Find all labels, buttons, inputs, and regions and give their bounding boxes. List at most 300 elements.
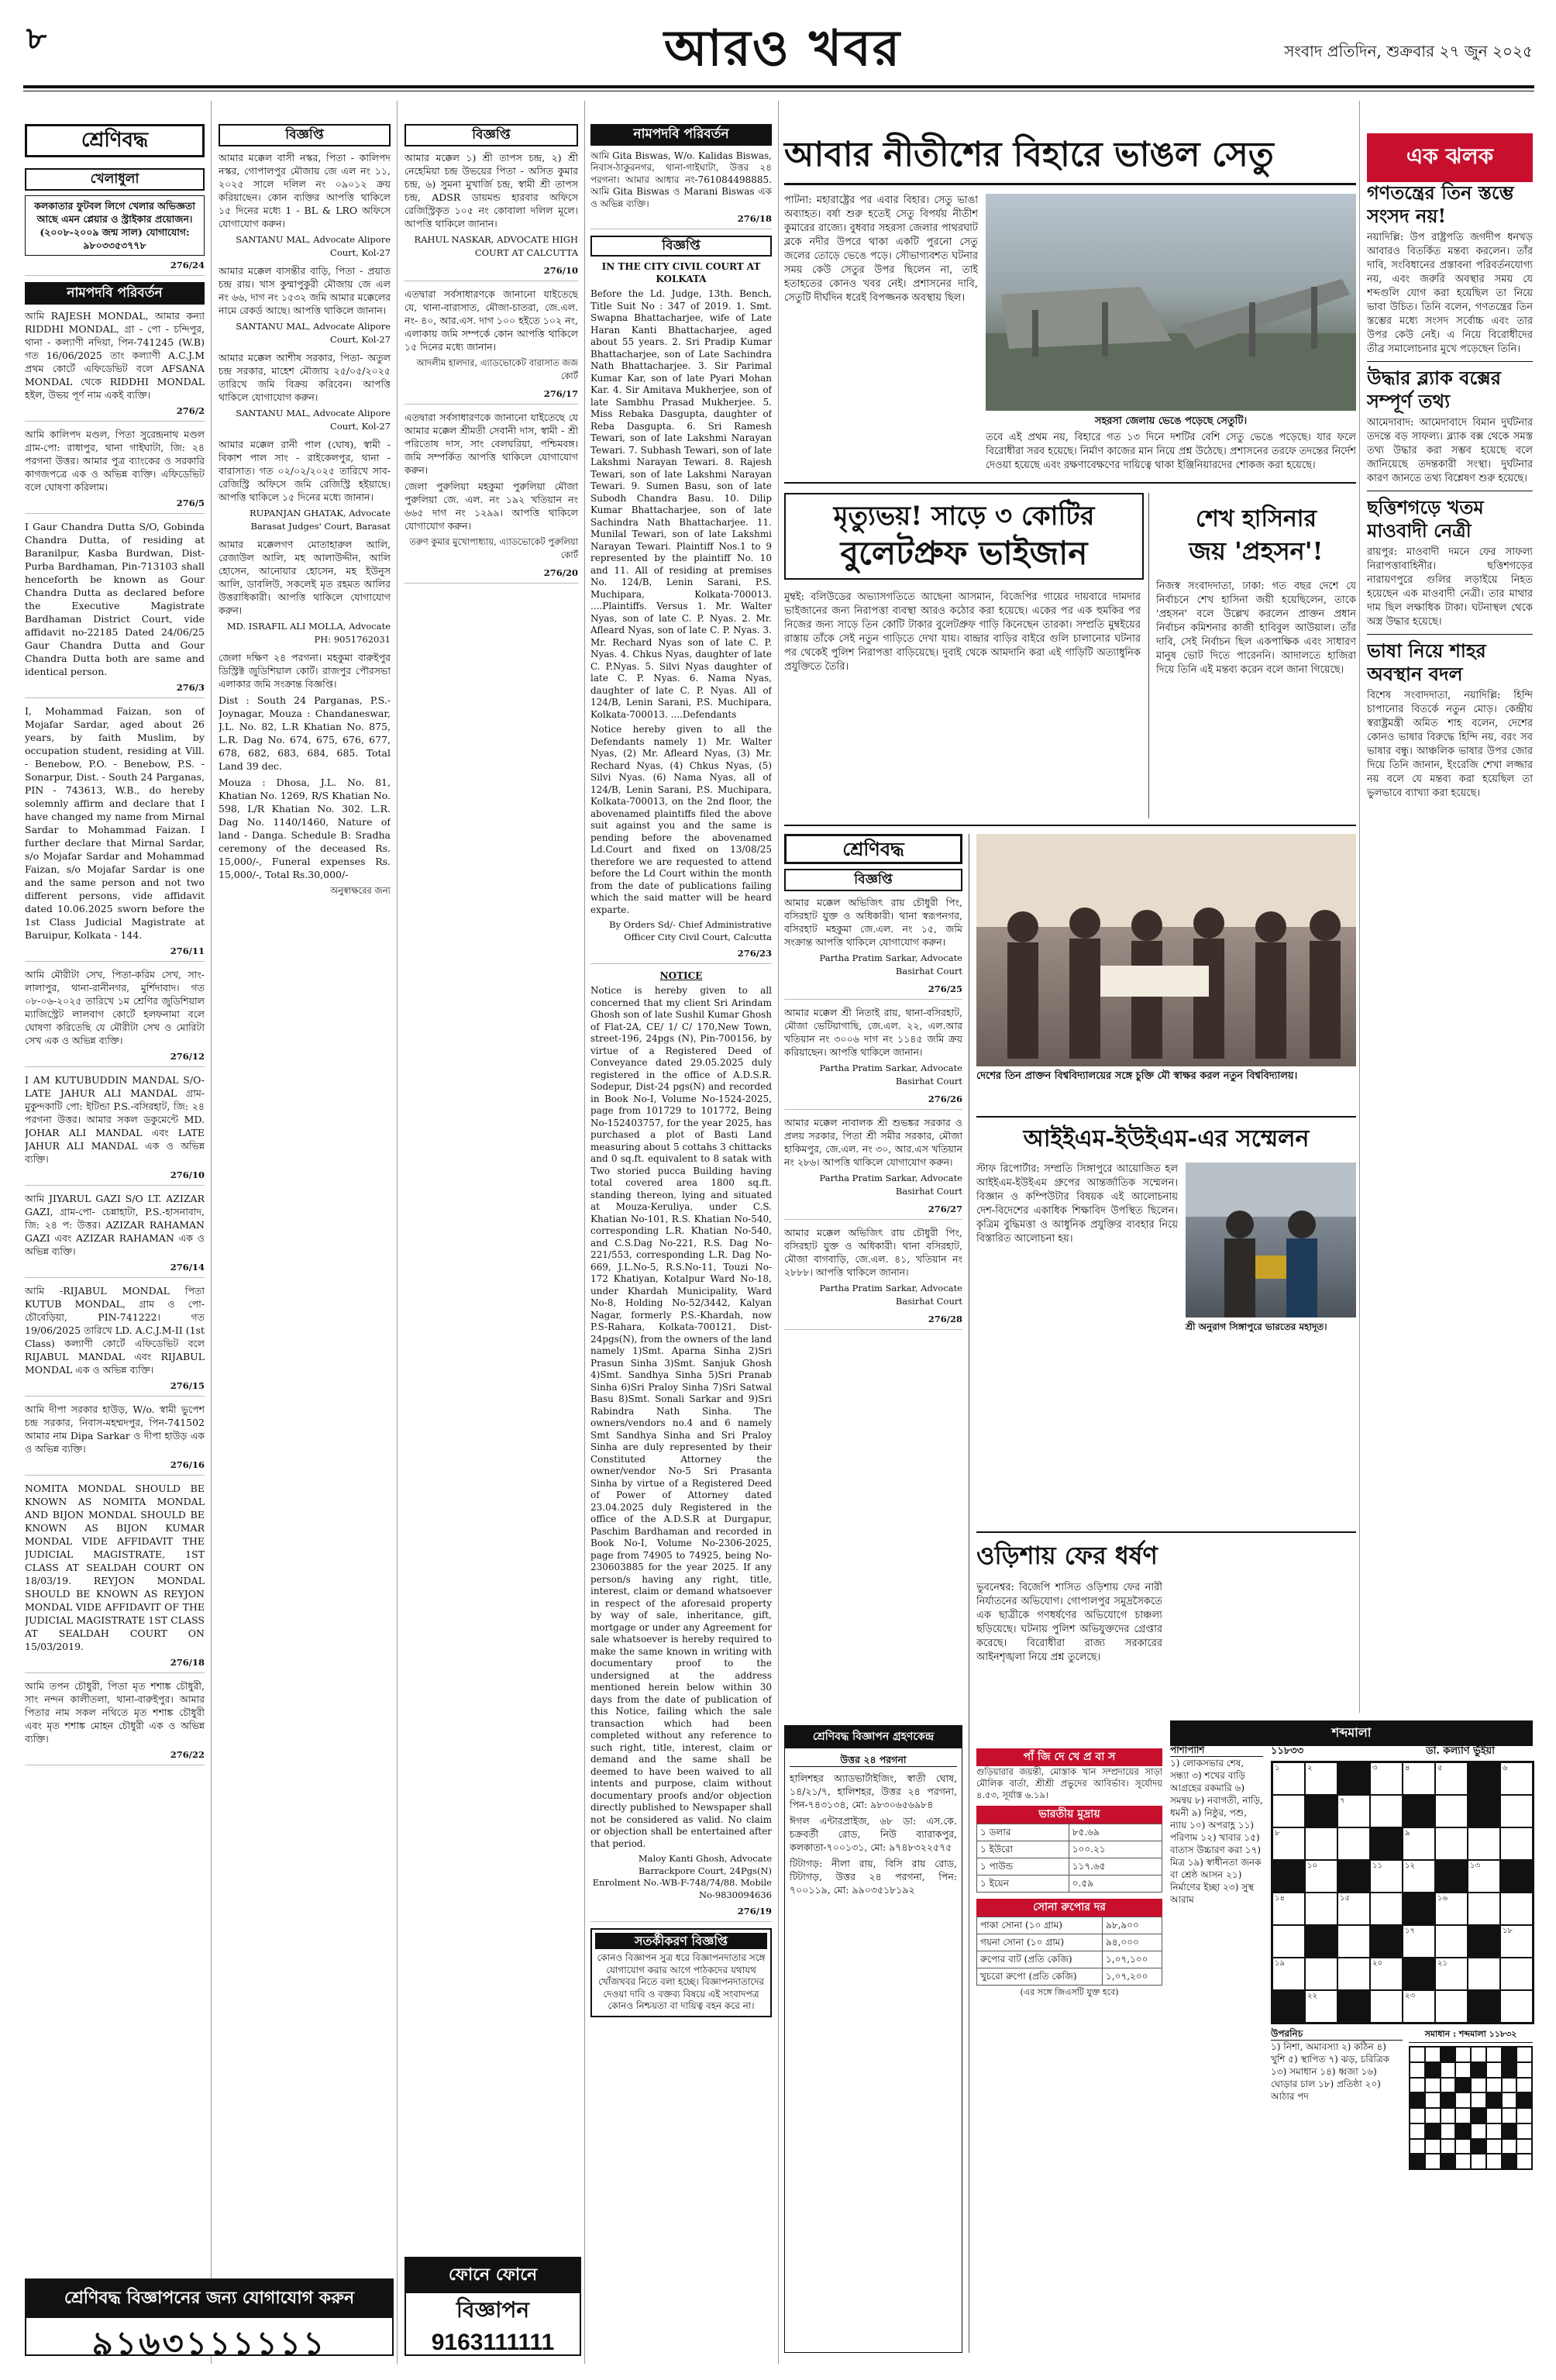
solution-cell-black <box>1410 2154 1425 2169</box>
list-item: NOMITA MONDAL SHOULD BE KNOWN AS NOMITA MONDAL AND BIJON MONDAL SHOULD BE KNOWN AS BIJON KUMAR MONDAL VIDE AFFIDAVIT THE JUDICIAL MAGISTRATE, 1ST CLASS AT SEALDAH COURT ON 18/03/19. REYJON MONDAL SHOULD BE KNOWN AS REYJON MONDAL VIDE AFFIDAVIT OF THE JUDICIAL MAGISTRATE 1ST CLASS AT SEALDAH COURT ON 15/03/2019. <box>25 1483 205 1652</box>
ad-code: 276/2 <box>25 405 205 422</box>
ad-collection-box <box>784 1725 962 2353</box>
grid-cell[interactable]: ৩ <box>1370 1762 1403 1795</box>
solution-cell <box>1471 2154 1486 2169</box>
classified-heading: শ্রেণিবদ্ধ <box>25 124 205 157</box>
iiem-text: স্টাফ রিপোর্টার: সম্প্রতি সিঙ্গাপুরে আয়োজিত হল আইইএম-ইউইএম গ্রুপের আন্তর্জাতিক সম্মেলন। বিজ্ঞান ও কম্পিউটার বিষয়ক এই আলোচনায় দেশ-বিদেশের একাধিক শিক্ষাবিদ উপস্থিত ছিলেন। কৃত্রিম বুদ্ধিমত্তা ও আধুনিক প্রযুক্তির ব্যবহার নিয়ে বিস্তারিত আলোচনা হয়। <box>976 1163 1178 1245</box>
brief-headline: উদ্ধার ব্ল্যাক বক্সের সম্পূর্ণ তথ্য <box>1367 367 1501 412</box>
solution-heading: সমাধান : শব্দমালা ১১৮৩২ <box>1409 2027 1533 2043</box>
grid-cell[interactable] <box>1468 1827 1500 1860</box>
solution-cell <box>1516 2123 1532 2139</box>
classified-column-1 <box>25 124 205 2309</box>
grid-cell[interactable]: ২৩ <box>1403 1990 1435 2023</box>
odisha-text: ভুবনেশ্বর: বিজেপি শাসিত ওড়িশায় ফের নারী নির্যাতনের অভিযোগ। গোপালপুর সমুদ্রসৈকতে এক ছাত্রীকে গণধর্ষণের অভিযোগে চাঞ্চল্য ছড়িয়েছে। ঘটনায় পুলিশ অভিযুক্তদের গ্রেপ্তার করেছে। বিরোধীরা রাজ্য সরকারের আইনশৃঙ্খলা নিয়ে প্রশ্ন তুলেছে। <box>976 1582 1162 1663</box>
table-row <box>977 1841 1162 1858</box>
ad-code: 276/22 <box>25 1748 205 1765</box>
grid-cell[interactable]: ১৩ <box>1468 1860 1500 1893</box>
solution-cell-black <box>1410 2092 1425 2108</box>
solution-cell <box>1410 2123 1425 2139</box>
hasina-story-text <box>1156 580 1356 820</box>
ad-code: 276/23 <box>590 948 772 964</box>
solution-cell <box>1441 2108 1456 2123</box>
yunus-headline-1: মৃত্যুভয়! সাড়ে ৩ কোটির <box>833 501 1095 532</box>
grid-cell[interactable] <box>1435 1990 1468 2023</box>
classified-heading-2: শ্রেণিবদ্ধ <box>784 834 962 864</box>
advocate-signature: অনুস্বাক্ষরের জন্য <box>330 885 391 896</box>
solution-cell <box>1516 2062 1532 2078</box>
grid-cell[interactable] <box>1370 1795 1403 1827</box>
solution-cell <box>1441 2062 1456 2078</box>
ad-code: 276/17 <box>404 387 578 405</box>
solution-cell-black <box>1425 2062 1441 2078</box>
yunus-headline <box>784 493 1144 580</box>
solution-cell <box>1441 2123 1456 2139</box>
bridge-text-2: তবে এই প্রথম নয়, বিহারে গত ১৩ দিনে দশটির বেশি সেতু ভেঙে পড়েছে। যার ফলে বিরোধীরা সরব হয়েছে। নির্মাণ কাজের মান নিয়ে প্রশ্ন উঠেছে। প্রশাসনের তরফে তদন্তের নির্দেশ দেওয়া হয়েছে এবং রক্ষণাবেক্ষণের দায়িত্বে থাকা ইঞ্জিনিয়ারদের শোকজ করা হয়েছে। <box>986 432 1356 471</box>
solution-cell-black <box>1502 2047 1517 2062</box>
table-row <box>977 1968 1162 1986</box>
list-item: আমার মক্কেল বাসন্তীর বাড়ি, পিতা - প্রয়াত চন্দ্র রায়। খাস কুম্মাপুকুরী মৌজায় জে এল নং ৬৬, দাগ নং ১৫৩২ জমি আমার মক্কেলের নামে রেকর্ড আছে। আপত্তি থাকিলে জানান। <box>219 265 391 316</box>
dateline: সংবাদ প্রতিদিন, শুক্রবার ২৭ জুন ২০২৫ <box>1284 42 1533 60</box>
hasina-text: নিজস্ব সংবাদদাতা, ঢাকা: গত বছর দেশে যে নির্বাচনে শেখ হাসিনা জয়ী হয়েছিলেন, তাকে 'প্রহসন' বলে উল্লেখ করলেন প্রাক্তন প্রধান নির্বাচন কমিশনার কাজী হাবিবুল আউয়াল। তাঁর দাবি, সেই নির্বাচন ছিল একপাক্ষিক এবং সাধারণ মানুষ ভোট দিতে পারেননি। আদালতে হাজিরা দিয়ে তিনি এই মন্তব্য করেন বলে জানা গিয়েছে। <box>1156 580 1356 676</box>
ceremony-caption: দেশের তিন প্রাক্তন বিশ্ববিদ্যালয়ের সঙ্গে চুক্তি মৌ স্বাক্ষর করল নতুন বিশ্ববিদ্যালয়। <box>976 1070 1298 1082</box>
grid-cell-black <box>1337 1762 1370 1795</box>
ad-code: 276/18 <box>25 1656 205 1673</box>
ad-code: 276/27 <box>784 1203 962 1220</box>
currency-heading: ভারতীয় মুদ্রায় <box>976 1806 1162 1824</box>
ad-code: 276/24 <box>25 259 205 276</box>
grid-cell[interactable]: ২০ <box>1370 1958 1403 1990</box>
grid-cell[interactable]: ২১ <box>1435 1958 1468 1990</box>
solution-cell-black <box>1471 2062 1486 2078</box>
table-row <box>977 1934 1162 1951</box>
name-change-heading: নামপদবি পরিবর্তন <box>25 282 205 305</box>
ceremony-photo <box>976 834 1356 1066</box>
table-row <box>977 1875 1162 1893</box>
grid-cell[interactable]: ৪ <box>1403 1762 1435 1795</box>
grid-cell[interactable]: ৫ <box>1435 1762 1468 1795</box>
ad-code: 276/20 <box>404 567 578 584</box>
grid-cell[interactable] <box>1272 1795 1305 1827</box>
grid-cell[interactable]: ৮ <box>1272 1827 1305 1860</box>
bridge-story-text <box>784 194 978 473</box>
solution-cell <box>1471 2123 1486 2139</box>
solution-cell <box>1516 2108 1532 2123</box>
award-photo-illustration <box>1186 1162 1356 1317</box>
list-item: জেলা পুরুলিয়া মহকুমা পুরুলিয়া মৌজা পুরুলিয়া জে. এল. নং ১৯২ খতিয়ান নং ৬৬৫ দাগ নং ১২৯৯। আপত্তি থাকিলে যোগাযোগ করুন। <box>404 480 578 532</box>
list-item: আমি Gita Biswas, W/o. Kalidas Biswas, নিবাস-ঠাকুরনগর, থানা-গাইঘাটা, উত্তর ২৪ পরগনা। আমার আধার নং-761084498885. আমি Gita Biswas ও Marani Biswas এক ও অভিন্ন ব্যক্তি। <box>590 150 772 209</box>
grid-cell[interactable] <box>1468 1958 1500 1990</box>
bridge-headline: আবার নীতীশের বিহারে ভাঙল সেতু <box>784 133 1356 185</box>
currency-table <box>976 1824 1162 1893</box>
brief-headline: গণতন্ত্রের তিন স্তম্ভে সংসদ নয়! <box>1367 181 1514 227</box>
grid-cell-black <box>1337 1990 1370 2023</box>
solution-cell <box>1425 2078 1441 2093</box>
solution-cell <box>1502 2139 1517 2154</box>
solution-cell <box>1486 2078 1502 2093</box>
bridge-caption: সহরসা জেলায় ভেঙে পড়েছে সেতুটি। <box>1094 415 1248 427</box>
grid-cell[interactable]: ১২ <box>1403 1860 1435 1893</box>
classified-footer-banner <box>25 2278 394 2362</box>
ad-code: 276/10 <box>25 1169 205 1186</box>
solution-cell-black <box>1502 2154 1517 2169</box>
grid-cell[interactable]: ১৭ <box>1403 1925 1435 1958</box>
solution-cell <box>1455 2154 1471 2169</box>
advocate-signature: Partha Pratim Sarkar, Advocate Basirhat Court <box>819 1063 962 1087</box>
gold-heading: সোনা রুপোর দর <box>976 1899 1162 1917</box>
court-text-2: Notice hereby given to all the Defendants namely 1) Mr. Walter Nyas, (2) Mr. Afleard Nyas, (3) Mr. Rechard Nyas, (4) Chkus Nyas, (5) Silvi Nyas. (6) Nama Nyas, all of 124/B, Lenin Sarani, P.S. Muchipara, Kolkata-700013, on the 2nd floor, the abovenamed plaintiffs filed the above suit against you and the same is pending before the abovenamed Ld.Court and fixed on 13/08/25 therefore we are requested to attend before the Ld Court within the month from the date of publications failing which the said matter will be heard exparte. <box>590 724 772 915</box>
advocate-signature: Partha Pratim Sarkar, Advocate Basirhat Court <box>819 952 962 976</box>
advocate-signature: MD. ISRAFIL ALI MOLLA, Advocate PH: 9051762031 <box>226 621 391 645</box>
grid-cell[interactable] <box>1370 1990 1403 2023</box>
advocate-signature: SANTANU MAL, Advocate Alipore Court, Kol-27 <box>236 408 391 432</box>
grid-cell-black <box>1305 1795 1337 1827</box>
ad-code: 276/19 <box>590 1906 772 1922</box>
panjika-heading: পাঁ জি দে খে প্র বা স <box>976 1748 1162 1766</box>
ad-code: 276/14 <box>25 1261 205 1278</box>
solution-cell <box>1516 2154 1532 2169</box>
yunus-headline-2: বুলেটপ্রুফ ভাইজান <box>840 534 1088 572</box>
list-item: আমি JIYARUL GAZI S/O LT. AZIZAR GAZI, গ্রাম-পো- চেন্নাহাটা, P.S.-হাসনাবাদ, জি: ২৪ প: উত্তর। AZIZAR RAHAMAN GAZI এবং AZIZAR RAHAMAN এক ও অভিন্ন ব্যক্তি। <box>25 1193 205 1257</box>
grid-cell-black <box>1403 1958 1435 1990</box>
solution-cell <box>1455 2092 1471 2108</box>
grid-cell[interactable] <box>1305 1827 1337 1860</box>
table-row <box>977 1917 1162 1934</box>
currency-value: ১০০.২১ <box>1069 1841 1162 1858</box>
currency-value: ১১৭.৬৫ <box>1069 1858 1162 1875</box>
grid-cell[interactable] <box>1500 1958 1533 1990</box>
solution-cell <box>1486 2139 1502 2154</box>
ad-code: 276/12 <box>25 1050 205 1067</box>
solution-cell <box>1441 2139 1456 2154</box>
list-item: আমার মক্কেল বাসী নস্কর, পিতা - কালিপদ নস্কর, গোপালপুর মৌজায় জে এল নং ১১, ২০২৫ সালে দলিল নং ০৯০১২ ক্রয় করিয়াছেন। কোন ব্যক্তির আপত্তি থাকিলে ১৫ দিনের মধ্যে 1 - BL & LRO অফিসে যোগাযোগ করুন। <box>219 152 391 229</box>
sports-ad: কলকাতার ফুটবল লিগে খেলার অভিজ্ঞতা আছে এমন প্লেয়ার ও স্ট্রাইকার প্রয়োজন। (২০০৮-২০০৯ জন্ম সাল) যোগাযোগ: ৯৮০৩৩৫৩৭৭৮ <box>25 195 205 256</box>
grid-cell-black <box>1403 1795 1435 1827</box>
brief-text: আমেদাবাদ: আমেদাবাদে বিমান দুর্ঘটনার তদন্তে বড় সাফল্য। ব্ল্যাক বক্স থেকে সমস্ত তথ্য উদ্ধার করা সম্ভব হয়েছে বলে জানিয়েছে তদন্তকারী সংস্থা। দুর্ঘটনার কারণ জানতে তথ্য বিশ্লেষণ শুরু হয়েছে। <box>1367 417 1533 484</box>
list-item: I Gaur Chandra Dutta S/O, Gobinda Chandra Dutta, of residing at Baranilpur, Kasba Burdwan, Dist- Purba Bardhaman, Pin-713103 shall henceforth be known as Gour Chandra Dutta as declared before the Executive Magistrate Bardhaman District Court, vide affidavit no-22185 Dated 24/06/25 Gaur Chandra Dutta and Gour Chandra Dutta both are same and identical person. <box>25 521 205 677</box>
grid-cell-black <box>1272 1990 1305 2023</box>
grid-cell[interactable]: ১৫ <box>1337 1893 1370 1925</box>
grid-cell-black <box>1468 1795 1500 1827</box>
currency-value: ০.৫৯ <box>1069 1875 1162 1893</box>
grid-cell-black <box>1500 1860 1533 1893</box>
gold-note: (এর সঙ্গে জিএসটি যুক্ত হবে) <box>1020 1987 1119 1997</box>
grid-cell[interactable] <box>1500 1893 1533 1925</box>
yunus-text: মুম্বই: বলিউডের অভ্যাসগতিতে আছেনা আসমান, বিজেপির গায়ের দায়বারে দামদার ভাইজানের জন্য নিরাপত্তা ব্যবস্থা আরও কঠোর করা হয়েছে। একের পর এক হুমকির পর নিজের জন্য সাড়ে তিন কোটি টাকার বুলেটপ্রুফ গাড়ি কিনেছেন তারকা। সম্প্রতি মুম্বইয়ের রাস্তায় তাঁকে সেই নতুন গাড়িতে দেখা যায়। বান্দ্রার বাড়ির বাইরে গুলি চালানোর ঘটনার পর থেকেই পুলিশ নিরাপত্তা বাড়িয়েছে। দুবাই থেকে আমদানি করা এই গাড়িটি অত্যাধুনিক প্রযুক্তিতে তৈরি। <box>784 591 1141 673</box>
list-item: হালিশহর অ্যাডভার্টাইজিং, স্বাতী ঘোষ, ১৪/২১/৭, হালিশহর, উত্তর ২৪ পরগনা, পিন-৭৪৩১৩৪, মো: ৯৮৩০৬৫৬৯৮৪ <box>790 1772 957 1810</box>
solution-cell <box>1425 2108 1441 2123</box>
list-item: আমার মক্কেলগণ মোতাহারুল আলি, রেজাউল আলি, মহ আলাউদ্দীন, আলি হোসেন, আনোয়ার হোসেন, মহ ইউনুস আলি, ডাবলিউ, সকলেই মৃত রহমত আলির উত্তরাধিকারী। আপত্তি থাকিলে যোগাযোগ করুন। <box>219 539 391 616</box>
grid-cell-black <box>1403 1893 1435 1925</box>
grid-cell[interactable] <box>1500 1990 1533 2023</box>
notice-heading: বিজ্ঞপ্তি <box>404 124 578 146</box>
grid-cell[interactable] <box>1337 1827 1370 1860</box>
grid-cell[interactable]: ৬ <box>1500 1762 1533 1795</box>
across-clues: ১) লোকসভার শেষ, সন্ধ্যা ৩) শখের বাড়ি আগ্রহের রকমারি ৬) সমন্বয় ৮) নবাগতী, নাড়ি, ধমনী ৯) নিষ্ঠুর, পশু, ন্যায় ১০) অপরাহ্ণ ১১) পরিণাম ১২) খাবার ১৫) বাতাস উচ্চারণ করা ১৭) মিত্র ১৯) স্বাধীনতা জনক বা শ্রেষ্ঠ আসন ২১) নির্মাণের ইচ্ছা ২৩) সুস্থ আরাম <box>1170 1758 1263 1905</box>
advocate-signature: Partha Pratim Sarkar, Advocate Basirhat Court <box>819 1173 962 1197</box>
classified-footer-text: শ্রেণিবদ্ধ বিজ্ঞাপনের জন্য যোগাযোগ করুন <box>26 2280 392 2318</box>
currency-name: ১ ইউরো <box>977 1841 1069 1858</box>
down-clues: ১) নিশা, অমাবস্যা ২) কঠিন ৪) খুশি ৫) স্থাপিত ৭) ঝড়, চরিত্রিক ১৩) সমাধান ১৪) ধ্বজা ১৬) ঘোড়ার চাল ১৮) প্রতিষ্ঠা ২০) আঠার পদ <box>1271 2041 1390 2102</box>
solution-cell <box>1486 2154 1502 2169</box>
iiem-caption: শ্রী অনুরাগ সিঙ্গাপুরে ভারতের মহাদূত। <box>1186 1321 1327 1332</box>
gold-item: গয়না সোনা (১০ গ্রাম) <box>977 1934 1103 1951</box>
gold-value: ৯৪,০০০ <box>1103 1934 1162 1951</box>
hasina-headline-2: জয় 'প্রহসন'! <box>1189 536 1324 566</box>
solution-cell <box>1425 2092 1441 2108</box>
collection-subheading: উত্তর ২৪ পরগনা <box>790 1753 957 1767</box>
gold-table <box>976 1917 1162 1986</box>
panjika-text: গুড়িয়ারার জয়ন্তী, মোস্তাক খান সম্প্রদায়ের সাড়া মৌলিক বার্তা, শ্রীশ্রী প্রভুদের আবির্ভাব। সূর্যোদয় ৪.৫৩, সূর্যাস্ত ৬.১৯। <box>976 1766 1162 1800</box>
list-item: Mouza : Dhosa, J.L. No. 81, Khatian No. 1269, R/S Khatian No. 598, L/R Khatian No. 302. L.R. Dag No. 1140/1460, Nature of land - Danga. Schedule B: Sradha ceremony of the deceased Rs. 15,000/-, Funeral expenses Rs. 15,000/-, Total Rs.30,000/- <box>219 777 391 880</box>
bridge-text: পাটনা: মহারাষ্ট্রের পর এবার বিহার। সেতু ভাঙা অব্যাহত। বর্ষা শুরু হতেই সেতু বিপর্যয় নীতীশ কুমারের রাজ্যে। বুধবার সহরসা জেলার পাথরঘাট ব্লকে নদীর উপরে থাকা একটি পুরনো সেতু জলের তোড়ে ভেঙে পড়ে। সৌভাগ্যবশত ঘটনার সময় কেউ সেতুর উপর ছিলেন না, তাই হতাহতের কোনও খবর নেই। প্রশাসনের দাবি, সেতুটি দীর্ঘদিন ধরেই বিপজ্জনক অবস্থায় ছিল। <box>784 195 978 304</box>
list-item: জেলা দক্ষিণ ২৪ পরগনা। মহকুমা বারুইপুর ডিস্ট্রিক্ট জুডিশিয়াল কোর্ট। রাজপুর পৌরসভা এলাকার জমি সংক্রান্ত বিজ্ঞপ্তি। <box>219 652 391 690</box>
phone-ad-number: 9163111111 <box>431 2330 555 2355</box>
advocate-signature: RUPANJAN GHATAK, Advocate Barasat Judges' Court, Barasat <box>250 508 391 532</box>
ad-code: 276/5 <box>25 497 205 514</box>
crossword-heading: শব্দমালা <box>1170 1720 1533 1746</box>
grid-cell[interactable]: ১০ <box>1305 1860 1337 1893</box>
solution-cell <box>1425 2154 1441 2169</box>
list-item: আমার মক্কেল ১) শ্রী তাপস চন্দ্র, ২) শ্রী নেহেমিয়া চন্দ্র উভয়ের পিতা - অসিত কুমার চন্দ্র, ৬) সুমনা মুখার্জি চন্দ্র, স্বামী শ্রী তাপস চন্দ্র, ADSR ডায়মন্ড হারবার অফিসে রেজিস্ট্রিকৃত ১০৫ নং কোবালা দলিল মূলে। আপত্তি থাকিলে জানান। <box>404 152 578 229</box>
down-heading: উপরনিচ <box>1271 2027 1403 2041</box>
grid-cell-black <box>1435 1860 1468 1893</box>
solution-cell <box>1455 2139 1471 2154</box>
notice-column-4 <box>590 124 772 2356</box>
solution-cell <box>1455 2047 1471 2062</box>
solution-cell <box>1410 2078 1425 2093</box>
grid-cell[interactable]: ১৬ <box>1435 1893 1468 1925</box>
page-number: ৮ <box>26 20 46 57</box>
solution-cell-black <box>1441 2047 1456 2062</box>
list-item: আমি তপন চৌধুরী, পিতা মৃত শশাঙ্ক চৌধুরী, সাং নন্দন কালীতলা, থানা-বারুইপুর। আমার পিতার নাম সকল নথিতে মৃত শশাঙ্ক চৌধুরী এবং মৃত শশাঙ্ক মোহন চৌধুরী এক ও অভিন্ন ব্যক্তি। <box>25 1680 205 1745</box>
list-item: ঈগল এন্টারপ্রাইজ, ৬৮ ডা: এস.কে. চক্রবর্তী রোড, নিউ ব্যারাকপুর, কলকাতা-৭০০১৩১, মো: ৯৭৪৮৩২২৫৭৫ <box>790 1815 957 1853</box>
solution-cell-black <box>1441 2092 1456 2108</box>
yunus-story-text <box>784 591 1141 823</box>
solution-cell <box>1455 2108 1471 2123</box>
grid-cell[interactable] <box>1468 1893 1500 1925</box>
grid-cell[interactable] <box>1272 1925 1305 1958</box>
list-item: আমার মক্কেল শ্রী নিতাই রায়, থানা-বসিরহাট, মৌজা ভেটিয়াগাছি, জে.এল. ২২, এল.আর খতিয়ান নং ৩০০৬ দাগ নং ১১৪৫ জমি ক্রয় করিয়াছেন। আপত্তি থাকিলে জানান। <box>784 1007 962 1058</box>
iiem-photo <box>1186 1162 1356 1317</box>
grid-cell[interactable] <box>1370 1893 1403 1925</box>
warning-title: সতর্কীকরণ বিজ্ঞপ্তি <box>595 1933 767 1950</box>
grid-cell-black <box>1468 1762 1500 1795</box>
grid-cell[interactable]: ১৯ <box>1272 1958 1305 1990</box>
solution-cell <box>1516 2139 1532 2154</box>
solution-cell <box>1502 2078 1517 2093</box>
grid-cell-black <box>1370 1925 1403 1958</box>
ad-code: 276/15 <box>25 1379 205 1397</box>
iiem-story-text <box>976 1162 1178 1527</box>
grid-cell[interactable]: ৯ <box>1403 1827 1435 1860</box>
panjika-box <box>976 1748 1162 2353</box>
solution-cell <box>1471 2092 1486 2108</box>
table-row <box>977 1858 1162 1875</box>
ek-jholok-column <box>1367 181 1533 1713</box>
brief-headline: ছত্তিশগড়ে খতম মাওবাদী নেত্রী <box>1367 496 1484 542</box>
solution-cell <box>1441 2078 1456 2093</box>
ad-code: 276/3 <box>25 681 205 698</box>
table-row <box>977 1824 1162 1841</box>
bridge-collapse-illustration <box>986 194 1356 411</box>
solution-cell <box>1516 2047 1532 2062</box>
grid-cell-black <box>1370 1827 1403 1860</box>
grid-cell-black <box>1468 1925 1500 1958</box>
notice-column-3 <box>404 124 578 2247</box>
list-item: আমি মৌরীটা সেখ, পিতা-করিম সেখ, সাং-লালাপুর, থানা-রানীনগর, মুর্শিদাবাদ। গত ০৮-০৬-২০২৫ তারিখে ১ম শ্রেণির জুডিশিয়াল ম্যাজিস্ট্রেট লালবাগ কোর্টে হলফনামা বলে ঘোষণা করিতেছি যে মৌরীটা সেখ ও মোরিটা সেখ এক ও অভিন্ন ব্যক্তি। <box>25 969 205 1046</box>
solution-cell <box>1471 2047 1486 2062</box>
brief-headline: ভাষা নিয়ে শাহর অবস্থান বদল <box>1367 639 1486 685</box>
gold-item: পাকা সোনা (১০ গ্রাম) <box>977 1917 1103 1934</box>
grid-cell[interactable]: ২২ <box>1305 1990 1337 2023</box>
advocate-signature: Maloy Kanti Ghosh, Advocate Barrackpore Court, 24Pgs(N) Enrolment No.-WB-F-748/74/88. Mobile No-9830094636 <box>592 1853 772 1900</box>
hasina-headline <box>1156 504 1356 567</box>
notice-column-2 <box>219 124 391 2271</box>
notice-heading: বিজ্ঞপ্তি <box>219 124 391 146</box>
grid-cell[interactable] <box>1337 1925 1370 1958</box>
grid-cell[interactable] <box>1500 1795 1533 1827</box>
ad-code: 276/18 <box>590 213 772 229</box>
ad-code: 276/25 <box>784 983 962 1000</box>
grid-cell[interactable]: ১৪ <box>1272 1893 1305 1925</box>
list-item: Dist : South 24 Parganas, P.S.- Joynagar, Mouza : Chandaneswar, J.L. No. 82, L.R Khatian No. 875, L.R. Dag No. 674, 675, 676, 677, 678, 682, 683, 684, 685. Total Land 39 dec. <box>219 694 391 772</box>
ad-code: 276/28 <box>784 1313 962 1330</box>
court-text: Before the Ld. Judge, 13th. Bench, Title Suit No : 347 of 2019. 1. Smt. Swapna Bhattacharjee, wife of Late Haran Kanti Bhattacharjee, aged about 55 years. 2. Sri Pradip Kumar Bhattacharjee, son of Late Sachindra Nath Bhattacharjee. 3. Sir Parimal Kumar Kar, son of late Pyari Mohan Kar. 4. Sir Amitava Mukherjee, son of late Sambhu Prasad Mukherjee. 5. Miss Rebaka Dasgupta, daughter of Reba Dasgupta. 6. Sri Ramesh Tewari, son of late Lakshmi Narayan Tewari. 7. Subhash Tewari, son of late Lakshmi Narayan Tewari. 8. Rajesh Tewari, son of late Lakshmi Narayan Tewari. 9. Sumen Basu, son of late Subodh Chandra Basu. 10. Dilip Kumar Bhattacharjee, son of late Sachindra Nath Bhattacharjee. 11. Munilal Tewari, son of late Lakshmi Narayan Tewari. Plaintiff Nos.1 to 9 represented by the plaintiff No. 10 and 11. All of residing at premises No. 124/B, Lenin Sarani, P.S. Muchipara, Kolkata-700013. ....Plaintiffs. Versus 1. Mr. Walter Nyas, son of late C. P. Nyas. 2. Mr. Afleard Nyas, son of late C. P. Nyas. 3. Mr. Rechard Nyas son of late C. P. Nyas. 4. Chkus Nyas, daughter of late C. P.Nyas. 5. Silvi Nyas daughter of late C. P. Nyas. 6. Nama Nyas, daughter of late C. P. Nyas. All of 124/B, Lenin Sarani, P.S. Muchipara, Kolkata-700013. ....Defendants <box>590 288 772 720</box>
gold-value: ১,০৭,১০০ <box>1103 1951 1162 1968</box>
notice-title: NOTICE <box>659 970 703 981</box>
grid-cell[interactable]: ২ <box>1305 1762 1337 1795</box>
court-title: IN THE CITY CIVIL COURT AT KOLKATA <box>601 261 761 284</box>
solution-cell <box>1410 2108 1425 2123</box>
gold-value: ৯৮,৯০০ <box>1103 1917 1162 1934</box>
solution-cell-black <box>1471 2108 1486 2123</box>
list-item: আমি কালিপদ মণ্ডল, পিতা সুরেন্দ্রনাথ মণ্ডল গ্রাম-পো: রাধাপুর, থানা গাইঘাটা, জি: ২৪ পরগনা উত্তর। আমার পুত্র ব্যাংকের ও সরকারি কাগজপত্রে এক ও অভিন্ন ব্যক্তি। এফিডেভিট বলে ঘোষণা করিলাম। <box>25 429 205 493</box>
classified-footer-phone: ৯১৬৩১১১১১১ <box>91 2324 327 2362</box>
solution-cell-black <box>1516 2092 1532 2108</box>
grid-cell[interactable] <box>1337 1958 1370 1990</box>
solution-cell <box>1425 2139 1441 2154</box>
solution-cell <box>1410 2047 1425 2062</box>
solution-cell <box>1502 2108 1517 2123</box>
grid-cell[interactable]: ৭ <box>1337 1795 1370 1827</box>
advocate-signature: SANTANU MAL, Advocate Alipore Court, Kol-27 <box>236 321 391 345</box>
notice-heading: বিজ্ঞপ্তি <box>590 236 772 257</box>
collection-heading: শ্রেণিবদ্ধ বিজ্ঞাপন গ্রহণকেন্দ্র <box>785 1726 962 1748</box>
hasina-headline-1: শেখ হাসিনার <box>1195 505 1317 532</box>
grid-cell[interactable]: ১১ <box>1370 1860 1403 1893</box>
solution-cell-black <box>1502 2062 1517 2078</box>
ek-jholok-heading: এক ঝলক <box>1367 133 1533 182</box>
solution-cell <box>1410 2139 1425 2154</box>
grid-cell[interactable] <box>1500 1827 1533 1860</box>
advocate-signature: আদলীম হালদার, এ্যাডভোকেট বারাসাত জজ কোর্ট <box>416 357 578 381</box>
odisha-story-text <box>976 1581 1162 1744</box>
grid-cell[interactable] <box>1435 1925 1468 1958</box>
currency-name: ১ ডলার <box>977 1824 1069 1841</box>
grid-cell[interactable]: ১ <box>1272 1762 1305 1795</box>
ad-code: 276/26 <box>784 1093 962 1110</box>
crossword-author: ডা. কল্যাণ ভুঁইয়া <box>1426 1745 1495 1757</box>
currency-name: ১ ইয়েন <box>977 1875 1069 1893</box>
crossword-number: ১১৮৩৩ <box>1271 1745 1304 1757</box>
crossword-across <box>1170 1744 1263 2356</box>
solution-cell <box>1516 2078 1532 2093</box>
brief-text: রায়পুর: মাওবাদী দমনে ফের সাফল্য নিরাপত্তাবাহিনীর। ছত্তিশগড়ের নারায়ণপুরে গুলির লড়াইয়ে নিহত হয়েছেন এক মাওবাদী নেত্রী। তার মাথার দাম ছিল লক্ষাধিক টাকা। ঘটনাস্থল থেকে অস্ত্র উদ্ধার হয়েছে। <box>1367 546 1533 628</box>
solution-grid <box>1409 2046 1533 2170</box>
solution-cell-black <box>1455 2123 1471 2139</box>
grid-cell-black <box>1305 1925 1337 1958</box>
list-item: আমি -RIJABUL MONDAL পিতা KUTUB MONDAL, গ্রাম ও পো-চৌবেড়িয়া, PIN-741222। গত 19/06/2025 তারিখে LD. A.C.J.M-II (1st Class) কল্যাণী কোর্টে এফিডেভিট বলে RIJABUL MANDAL এবং RIJABUL MONDAL এক ও অভিন্ন ব্যক্তি। <box>25 1285 205 1376</box>
grid-cell[interactable] <box>1305 1893 1337 1925</box>
advocate-signature: SANTANU MAL, Advocate Alipore Court, Kol-27 <box>236 234 391 258</box>
solution-cell <box>1410 2062 1425 2078</box>
notice-heading-2: বিজ্ঞপ্তি <box>784 869 962 891</box>
solution-cell <box>1486 2047 1502 2062</box>
court-signature: By Orders Sd/- Chief Administrative Officer City Civil Court, Calcutta <box>609 919 772 942</box>
solution-cell-black <box>1455 2078 1471 2093</box>
list-item: আমার মক্কেল রানী পাল (ঘোষ), স্বামী - বিকাশ পাল সাং - রাইকেলপুর, থানা - বারাসাত। গত ০২/০২/২০২৫ তারিখে সাব-রেজিস্ট্রি অফিসে জমি রেজিস্ট্রি হইয়াছে। আপত্তি থাকিলে ১৫ দিনের মধ্যে জানান। <box>219 439 391 503</box>
iiem-headline: আইইএম-ইউইএম-এর সম্মেলন <box>1023 1125 1310 1152</box>
currency-value: ৮৫.৬৯ <box>1069 1824 1162 1841</box>
bridge-photo <box>986 194 1356 411</box>
advocate-signature: তরুণ কুমার মুখোপাধ্যায়, এ্যাডভোকেট পুরুলিয়া কোর্ট <box>409 536 578 560</box>
currency-name: ১ পাউন্ড <box>977 1858 1069 1875</box>
gold-value: ১,০৭,২০০ <box>1103 1968 1162 1986</box>
solution-cell-black <box>1471 2139 1486 2154</box>
solution-cell-black <box>1502 2123 1517 2139</box>
phone-ad-banner <box>404 2257 581 2356</box>
notice-text: Notice is hereby given to all concerned that my client Sri Arindam Ghosh son of late Sushil Kumar Ghosh of Flat-2A, CE/ 1/ C/ 170,New Town, street-196, 24pgs (N), Pin-700156, by virtue of a Registered Deed of Conveyance dated 29.05.2025 duly registered in the office of A.D.S.R. Sodepur, Dist-24 pgs(N) and recorded in Book No-I, Volume No-1524-2025, page from 101729 to 101772, Being No-152403757, for the year 2025, has purchased a plot of Basti Land measuring about 5 cottahs 3 chittacks and 0 sq.ft. equivalent to 8 satak with Two storied pucca Building having total covered area 1800 sq.ft. standing thereon, lying and situated at Mouza-Keruliya, under C.S. Khatian No-101, R.S. Khatian No-540, corresponding L.R. Khatian No-540, and C.S.Dag No-221, R.S. Dag No-221/553, corresponding L.R. Dag No-669, J.L.No-5, R.S.No-11, Touzi No-172 Khatiyan, Kotalpur Ward No-18, under Khardah Municipality, Ward No-8, Holding No-52/3442, Kalyan Nagar, formerly P.S.-Khardah, now P.S-Rahara, Kolkata-700121, Dist-24pgs(N), from the owners of the land namely 1)Smt. Aparna Sinha 2)Sri Prasun Sinha 3)Smt. Sanjuk Ghosh 4)Smt. Sandhya Sinha 5)Sri Pranab Sinha 6)Sri Praloy Sinha 7)Sri Satwal Basu 8)Smt. Sonali Sarkar and 9)Sri Rabindra Nath Sinha. The owners/vendors no.4 and 6 namely Smt Sandhya Sinha and Sri Praloy Sinha are duly represented by their Constituted Attorney the owner/vendor No-5 Sri Prasanta Sinha by virtue of a Registered Deed of Power of Attorney dated 23.04.2025 duly Registered in the office of the A.D.S.R at Durgapur, Paschim Bardhaman and recorded in Book No-I, Volume No-2306-2025, page from 74905 to 74925, being No-230603885 for the year 2025. If any person/s having any right, title, interest, claim or demand whatsoever in respect of the aforesaid property by way of sale, inheritance, gift, mortgage or under any Agreement for sale whatsoever is hereby required to make the same known in writing with documentary proof to the undersigned at the address mentioned herein below within 30 days from the date of publication of this Notice, failing which the sale transaction which had been completed without any reference to such right, title, interest, claim or demand and the same shall be deemed to have been waived to all intents and purpose, claim without documentary proofs and/or objection directly published to Newspaper shall not be considered as valid. No claim or objection shall be entertained after that period. <box>590 985 772 1849</box>
sports-heading: খেলাধুলা <box>25 168 205 191</box>
list-item: আমার মক্কেল নাবালক শ্রী শুভঙ্কর সরকার ও প্রলয় সরকার, পিতা শ্রী সমীর সরকার, মৌজা হাকিমপুর, জে.এল. নং ৩০, আর.এস খতিয়ান নং ২৮৬। আপত্তি থাকিলে যোগাযোগ করুন। <box>784 1117 962 1168</box>
advocate-signature: Partha Pratim Sarkar, Advocate Basirhat Court <box>819 1283 962 1307</box>
grid-cell[interactable] <box>1435 1795 1468 1827</box>
solution-cell <box>1471 2078 1486 2093</box>
ad-code: 276/16 <box>25 1459 205 1476</box>
solution-cell <box>1502 2092 1517 2108</box>
grid-cell-black <box>1468 1990 1500 2023</box>
across-heading: পাশাপাশি <box>1170 1744 1263 1757</box>
phone-ad-top: ফোনে ফোনে <box>406 2258 580 2293</box>
solution-cell <box>1425 2047 1441 2062</box>
list-item: টিটাগড়: নীলা রায়, বিসি রায় রোড, টিটাগড়, উত্তর ২৪ পরগনা, পিন: ৭০০১১৯, মো: ৯৯০৩৫১৮১৯২ <box>790 1858 957 1896</box>
solution-cell <box>1486 2062 1502 2078</box>
solution-cell-black <box>1441 2154 1456 2169</box>
brief-text: নয়াদিল্লি: উপ রাষ্ট্রপতি জগদীপ ধনখড় আবারও বিতর্কিত মন্তব্য করলেন। তাঁর দাবি, সংবিধানের প্রস্তাবনা পরিবর্তনযোগ্য নয়, এবং জরুরি অবস্থার সময় যে শব্দগুলি যোগ করা হয়েছিল তা নিয়ে ভাবা উচিত। তিনি বলেন, গণতন্ত্রের তিন স্তম্ভের মধ্যে সংসদ সর্বোচ্চ এবং তার উপর কেউ নেই। এ নিয়ে বিরোধীদের তীব্র সমালোচনার মুখে পড়েছেন তিনি। <box>1367 232 1533 355</box>
warning-text: কোনও বিজ্ঞাপন সুত্র ধরে বিজ্ঞাপনদাতার সঙ্গে যোগাযোগ করার আগে পাঠকদের যথাযথ খোঁজখবর নিতে বলা হচ্ছে। বিজ্ঞাপনদাতাদের দেওয়া দাবি ও বক্তব্য বিষয়ে এই সংবাদপত্র কোনও নিশ্চয়তা বা দায়িত্ব বহন করে না। <box>597 1952 766 2011</box>
solution-cell-black <box>1425 2123 1441 2139</box>
list-item: এতদ্বারা সর্বসাধারণকে জানানো যাইতেছে যে, থানা-বারাসাত, মৌজা-চাতরা, জে.এল. নং- ৪০, আর.এস. দাগ ১০০ হইতে ১০২ নং, এলাকায় জমি সম্পর্কে কোন আপত্তি থাকিলে ১৫ দিনের মধ্যে জানান। <box>404 288 578 353</box>
list-item: আমার মক্কেল অভিজিৎ রায় চৌধুরী পিং, বসিরহাট যুক্ত ও অধিকারী। থানা বসিরহাট, মৌজা বাগবাড়ি, জে.এল. ৪১, খতিয়ান নং ২৮৮৮। আপত্তি থাকিলে জানান। <box>784 1227 962 1278</box>
advocate-signature: RAHUL NASKAR, ADVOCATE HIGH COURT AT CALCUTTA <box>414 234 578 258</box>
list-item: I AM KUTUBUDDIN MANDAL S/O-LATE JAHUR ALI MANDAL গ্রাম-মুকুন্দকাটি পো: ইটিন্ডা P.S.-বসিরহাট, জি: ২৪ পরগনা উত্তর। আমার সকল ডকুমেন্টে MD. JOHAR ALI MANDAL এবং LATE JAHUR ALI MANDAL এক ও অভিন্ন ব্যক্তি। <box>25 1074 205 1165</box>
solution-cell <box>1486 2108 1502 2123</box>
solution-cell-black <box>1486 2092 1502 2108</box>
list-item: I, Mohammad Faizan, son of Mojafar Sardar, aged about 26 years, by faith Muslim, by occupation student, residing at Vill. - Benebow, P.O. - Benebow, P.S. - Sonarpur, Dist. - South 24 Parganas, PIN - 743613, W.B., do hereby solemnly affirm and declare that I have changed my name from Mirnal Sardar to Mohammad Faizan. I further declare that Mirnal Sardar, s/o Mojafar Sardar and Mohammad Faizan, s/o Mojafar Sardar is one and the same person and not two different persons, vide affidavit dated 10.06.2025 sworn before the 1st Class Judicial Magistrate at Baruipur, Kolkata - 144. <box>25 705 205 941</box>
gold-item: খুচরো রুপো (প্রতি কেজি) <box>977 1968 1103 1986</box>
odisha-headline: ওড়িশায় ফের ধর্ষণ <box>976 1541 1158 1570</box>
grid-cell[interactable] <box>1305 1958 1337 1990</box>
list-item: আমার মক্কেল আশীষ সরকার, পিতা- অতুল চন্দ্র সরকার, মাহেশ মৌজায় ২৫/০৫/২০২৫ তারিখে জমি বিক্রয় করিবেন। আপত্তি থাকিলে যোগাযোগ করুন। <box>219 352 391 403</box>
classified-column-5 <box>784 834 962 1717</box>
list-item: এতদ্বারা সর্বসাধারণকে জানানো যাইতেছে যে আমার মক্কেল শ্রীমতী সেবানী দাস, স্বামী - শ্রী পরিতোষ দাস, সাং বেলঘরিয়া, পশ্চিমবঙ্গ। জমি সম্পর্কিত আপত্তি থাকিলে যোগাযোগ করুন। <box>404 412 578 476</box>
grid-cell[interactable]: ১৮ <box>1500 1925 1533 1958</box>
grid-cell[interactable] <box>1435 1827 1468 1860</box>
name-change-heading: নামপদবি পরিবর্তন <box>590 124 772 146</box>
table-row <box>977 1951 1162 1968</box>
ad-code: 276/10 <box>404 264 578 281</box>
crossword-grid[interactable] <box>1271 1761 1534 2024</box>
